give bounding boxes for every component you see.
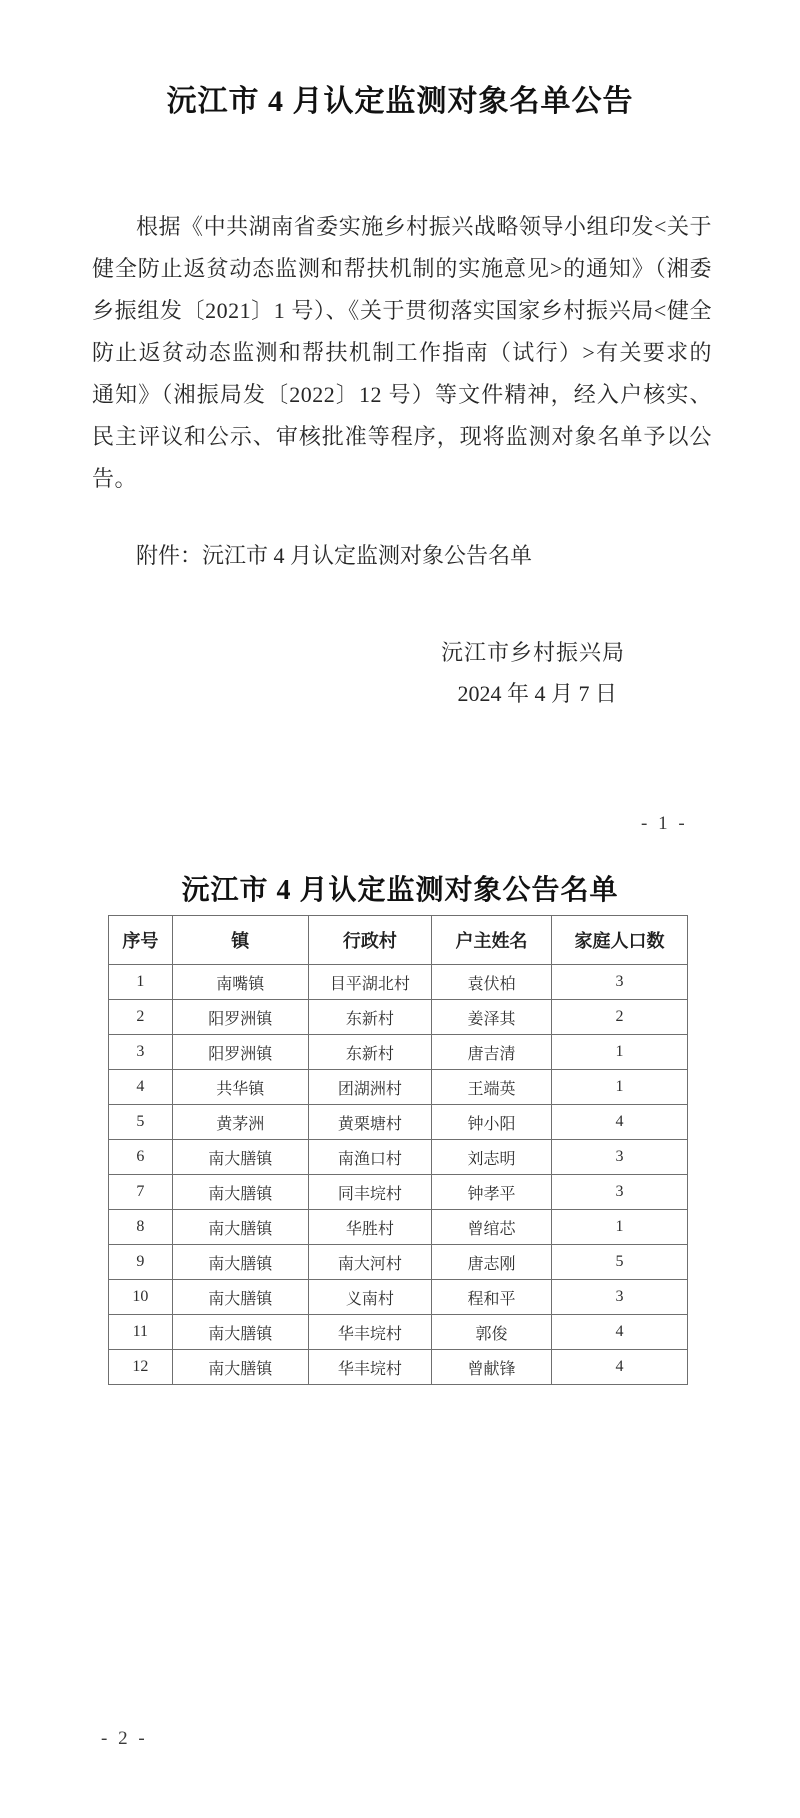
announcement-title: 沅江市 4 月认定监测对象名单公告 xyxy=(166,85,634,119)
column-header: 户主姓名 xyxy=(432,916,552,965)
signing-authority: 沅江市乡村振兴局 xyxy=(440,640,625,665)
table-cell: 南大膳镇 xyxy=(172,1175,308,1210)
table-row xyxy=(109,1245,688,1280)
table-cell: 南大河村 xyxy=(308,1245,431,1280)
table-cell: 郭俊 xyxy=(432,1315,552,1350)
table-row xyxy=(109,1175,688,1210)
table-cell: 1 xyxy=(551,1070,687,1105)
table-cell: 3 xyxy=(551,1280,687,1315)
table-row xyxy=(109,1140,688,1175)
table-row xyxy=(109,1070,688,1105)
table-row xyxy=(109,965,688,1000)
roster-table-container xyxy=(108,915,688,1385)
table-header-row xyxy=(109,916,688,965)
table-cell: 刘志明 xyxy=(432,1140,552,1175)
table-cell: 华胜村 xyxy=(308,1210,431,1245)
table-cell: 南大膳镇 xyxy=(172,1140,308,1175)
table-cell: 曾绾芯 xyxy=(432,1210,552,1245)
table-cell: 曾献锋 xyxy=(432,1350,552,1385)
table-cell: 袁伏柏 xyxy=(432,965,552,1000)
table-row xyxy=(109,1315,688,1350)
table-cell: 3 xyxy=(551,1140,687,1175)
table-cell: 程和平 xyxy=(432,1280,552,1315)
table-cell: 唐吉清 xyxy=(432,1035,552,1070)
table-cell: 6 xyxy=(109,1140,173,1175)
table-cell: 义南村 xyxy=(308,1280,431,1315)
attachment-line: 附件：沅江市 4 月认定监测对象公告名单 xyxy=(136,543,533,568)
table-cell: 1 xyxy=(109,965,173,1000)
table-cell: 南大膳镇 xyxy=(172,1210,308,1245)
table-cell: 共华镇 xyxy=(172,1070,308,1105)
table-row xyxy=(109,1350,688,1385)
page-number-2: - 2 - xyxy=(101,1728,148,1749)
column-header: 序号 xyxy=(109,916,173,965)
table-cell: 3 xyxy=(551,965,687,1000)
table-cell: 4 xyxy=(551,1105,687,1140)
table-cell: 黄茅洲 xyxy=(172,1105,308,1140)
table-cell: 南大膳镇 xyxy=(172,1315,308,1350)
table-cell: 南大膳镇 xyxy=(172,1280,308,1315)
signing-date: 2024 年 4 月 7 日 xyxy=(457,681,617,706)
table-cell: 南大膳镇 xyxy=(172,1245,308,1280)
table-cell: 华丰垸村 xyxy=(308,1315,431,1350)
table-row xyxy=(109,1000,688,1035)
table-cell: 11 xyxy=(109,1315,173,1350)
table-cell: 2 xyxy=(551,1000,687,1035)
table-cell: 10 xyxy=(109,1280,173,1315)
column-header: 镇 xyxy=(172,916,308,965)
page-number-1: - 1 - xyxy=(641,813,688,834)
table-cell: 4 xyxy=(109,1070,173,1105)
table-row xyxy=(109,1035,688,1070)
table-cell: 1 xyxy=(551,1035,687,1070)
table-cell: 7 xyxy=(109,1175,173,1210)
table-cell: 目平湖北村 xyxy=(308,965,431,1000)
table-cell: 阳罗洲镇 xyxy=(172,1035,308,1070)
table-cell: 黄栗塘村 xyxy=(308,1105,431,1140)
table-cell: 4 xyxy=(551,1315,687,1350)
table-cell: 姜泽其 xyxy=(432,1000,552,1035)
table-cell: 5 xyxy=(109,1105,173,1140)
table-cell: 华丰垸村 xyxy=(308,1350,431,1385)
table-row xyxy=(109,1210,688,1245)
table-cell: 9 xyxy=(109,1245,173,1280)
table-cell: 8 xyxy=(109,1210,173,1245)
table-cell: 钟孝平 xyxy=(432,1175,552,1210)
table-cell: 团湖洲村 xyxy=(308,1070,431,1105)
table-cell: 钟小阳 xyxy=(432,1105,552,1140)
table-cell: 南嘴镇 xyxy=(172,965,308,1000)
table-cell: 同丰垸村 xyxy=(308,1175,431,1210)
column-header: 家庭人口数 xyxy=(551,916,687,965)
table-cell: 阳罗洲镇 xyxy=(172,1000,308,1035)
table-cell: 唐志刚 xyxy=(432,1245,552,1280)
roster-table xyxy=(108,915,688,1385)
roster-title: 沅江市 4 月认定监测对象公告名单 xyxy=(181,875,619,907)
table-row xyxy=(109,1280,688,1315)
table-cell: 5 xyxy=(551,1245,687,1280)
table-cell: 东新村 xyxy=(308,1035,431,1070)
table-cell: 东新村 xyxy=(308,1000,431,1035)
table-cell: 3 xyxy=(551,1175,687,1210)
table-cell: 12 xyxy=(109,1350,173,1385)
announcement-body: 根据《中共湖南省委实施乡村振兴战略领导小组印发<关于健全防止返贫动态监测和帮扶机制的实施意见>的通知》（湘委乡振组发〔2021〕1 号）、《关于贯彻落实国家乡村振兴局<健全防止返贫动态监测和帮扶机制工作指南（试行）>有关要求的通知》（湘振局发〔2022〕12 号）等文件精神，经入户核实、民主评议和公示、审核批准等程序，现将监测对象名单予以公告。 xyxy=(92,214,712,491)
table-cell: 3 xyxy=(109,1035,173,1070)
table-cell: 南渔口村 xyxy=(308,1140,431,1175)
column-header: 行政村 xyxy=(308,916,431,965)
table-cell: 王端英 xyxy=(432,1070,552,1105)
table-cell: 南大膳镇 xyxy=(172,1350,308,1385)
table-cell: 2 xyxy=(109,1000,173,1035)
table-row xyxy=(109,1105,688,1140)
table-cell: 4 xyxy=(551,1350,687,1385)
table-cell: 1 xyxy=(551,1210,687,1245)
